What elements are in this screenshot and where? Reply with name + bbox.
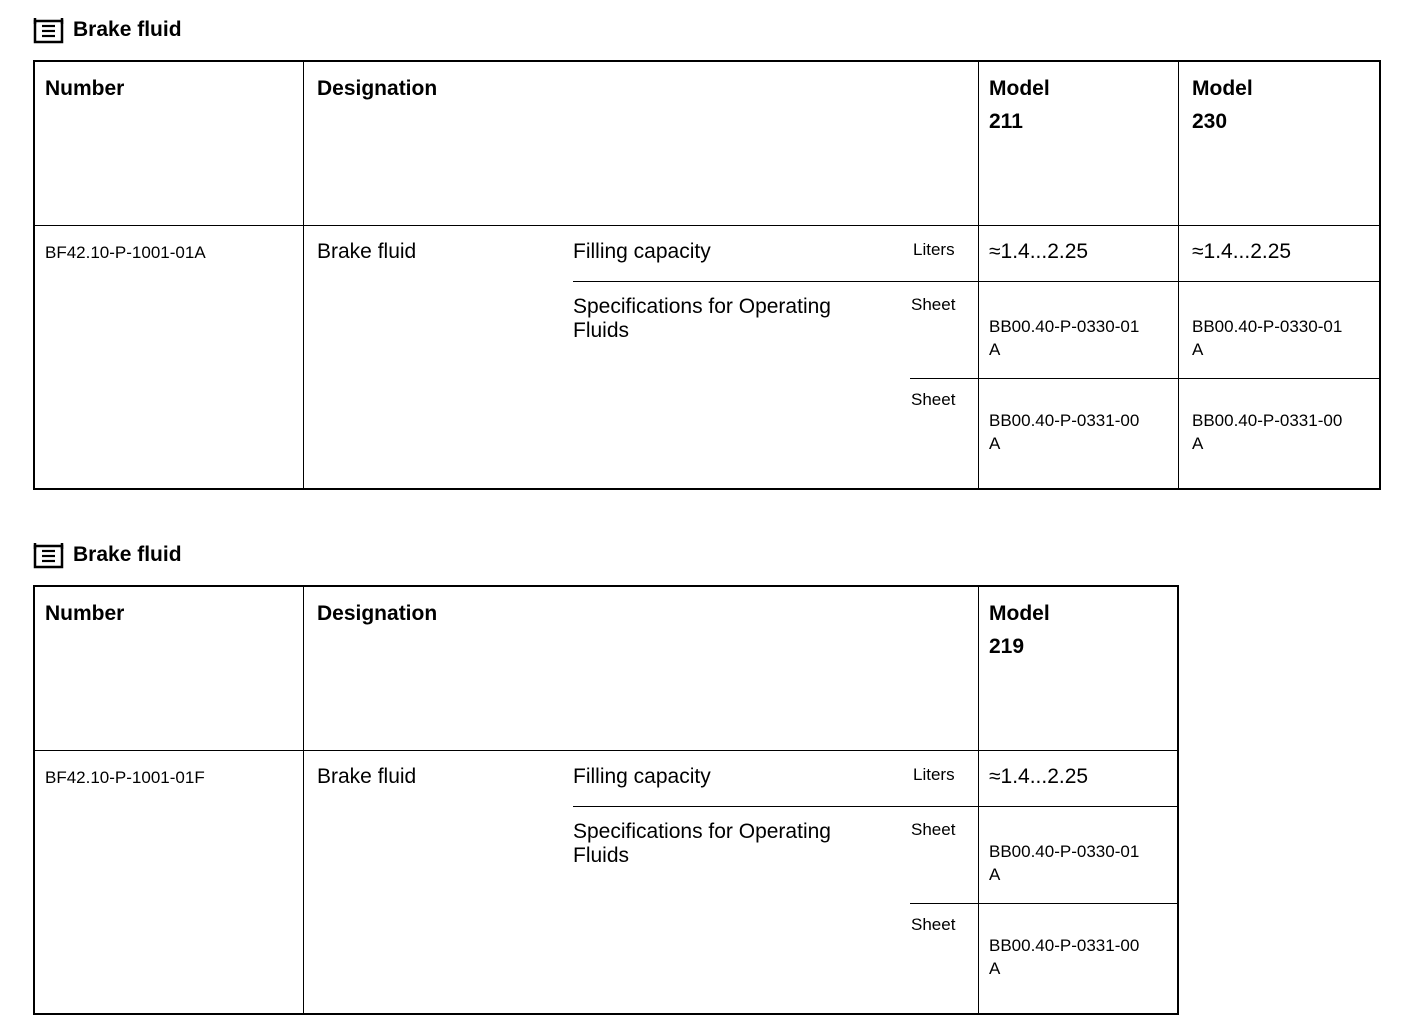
designation-value: Brake fluid — [317, 240, 417, 263]
sheet-reference-suffix: A — [989, 865, 1001, 884]
spec-table — [33, 585, 1179, 1015]
header-model-label: Model — [1192, 77, 1253, 100]
specifications-label: Specifications for Operating Fluids — [573, 295, 831, 342]
filling-capacity-label: Filling capacity — [573, 240, 711, 263]
sheet-reference-suffix: A — [1192, 340, 1204, 359]
unit-sheet: Sheet — [911, 915, 956, 934]
sheet-reference: BB00.40-P-0330-01 — [1192, 317, 1343, 336]
document-list-icon — [33, 541, 65, 569]
capacity-value: ≈1.4...2.25 — [989, 765, 1089, 788]
section-title-text: Brake fluid — [73, 18, 182, 41]
capacity-value: ≈1.4...2.25 — [1192, 240, 1292, 263]
spec-table — [33, 60, 1381, 490]
sheet-reference-suffix: A — [989, 340, 1001, 359]
sheet-reference: BB00.40-P-0330-01 — [989, 317, 1140, 336]
header-designation: Designation — [317, 602, 438, 625]
sheet-reference: BB00.40-P-0331-00 — [989, 411, 1140, 430]
column-divider — [303, 62, 304, 488]
unit-sheet: Sheet — [911, 820, 956, 839]
header-model-code: 230 — [1192, 110, 1228, 133]
unit-liters: Liters — [913, 765, 955, 784]
sheet-reference: BB00.40-P-0331-00 — [1192, 411, 1343, 430]
header-designation: Designation — [317, 77, 438, 100]
header-model-label: Model — [989, 77, 1050, 100]
section-title — [33, 539, 182, 571]
section-title-text: Brake fluid — [73, 543, 182, 566]
header-divider — [35, 750, 1177, 751]
unit-sheet: Sheet — [911, 295, 956, 314]
sheet-reference-suffix: A — [1192, 434, 1204, 453]
part-number: BF42.10-P-1001-01F — [45, 768, 205, 787]
row-divider — [573, 281, 1379, 282]
column-divider — [978, 587, 979, 1013]
designation-value: Brake fluid — [317, 765, 417, 788]
header-number: Number — [45, 602, 125, 625]
header-model-code: 211 — [989, 110, 1023, 133]
unit-sheet: Sheet — [911, 390, 956, 409]
capacity-value: ≈1.4...2.25 — [989, 240, 1089, 263]
column-divider — [303, 587, 304, 1013]
header-model-label: Model — [989, 602, 1050, 625]
row-divider — [573, 806, 1177, 807]
column-divider — [1178, 62, 1179, 488]
row-divider — [910, 378, 1379, 379]
row-divider — [910, 903, 1177, 904]
filling-capacity-label: Filling capacity — [573, 765, 711, 788]
header-model-code: 219 — [989, 635, 1025, 658]
section-title — [33, 14, 182, 46]
part-number: BF42.10-P-1001-01A — [45, 243, 206, 262]
header-divider — [35, 225, 1379, 226]
specifications-label: Specifications for Operating Fluids — [573, 820, 831, 867]
column-divider — [978, 62, 979, 488]
header-number: Number — [45, 77, 125, 100]
unit-liters: Liters — [913, 240, 955, 259]
sheet-reference-suffix: A — [989, 959, 1001, 978]
sheet-reference: BB00.40-P-0331-00 — [989, 936, 1140, 955]
document-list-icon — [33, 16, 65, 44]
sheet-reference-suffix: A — [989, 434, 1001, 453]
sheet-reference: BB00.40-P-0330-01 — [989, 842, 1140, 861]
